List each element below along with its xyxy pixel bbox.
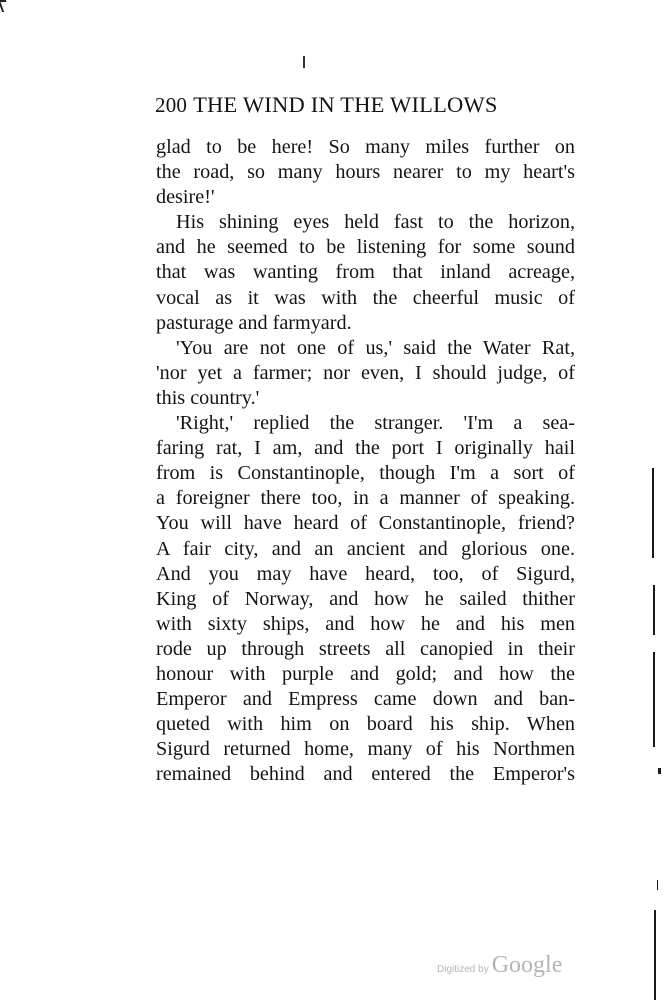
- margin-scan-mark: [658, 768, 661, 774]
- margin-scan-mark: [654, 910, 656, 1000]
- book-title: THE WIND IN THE WILLOWS: [193, 92, 498, 117]
- text-line: glad to be here! So many miles further on: [156, 136, 575, 158]
- text-line: the road, so many hours nearer to my heart's: [156, 161, 575, 184]
- digitized-label: Digitized by: [437, 964, 489, 975]
- text-line: Sigurd returned home, many of his Northmen: [156, 738, 575, 761]
- text-line: You will have heard of Constantinople, friend?: [156, 512, 575, 535]
- top-scan-tick: [303, 56, 305, 68]
- text-line: desire!': [156, 186, 215, 209]
- text-line: from is Constantinople, though I'm a sort of: [156, 462, 575, 485]
- text-line: Emperor and Empress came down and ban-: [156, 688, 575, 711]
- corner-scan-mark: [0, 0, 10, 12]
- body-text: [156, 135, 575, 787]
- digitized-credit: [437, 952, 577, 979]
- margin-scan-mark: [653, 652, 655, 747]
- margin-scan-mark: [653, 585, 655, 635]
- text-line: remained behind and entered the Emperor's: [156, 763, 575, 786]
- text-line: And you may have heard, too, of Sigurd,: [156, 562, 575, 585]
- text-line: His shining eyes held fast to the horizon,: [176, 211, 575, 234]
- text-line: that was wanting from that inland acreage,: [156, 261, 575, 284]
- text-line: honour with purple and gold; and how the: [156, 662, 575, 685]
- text-line: faring rat, I am, and the port I originally hail: [156, 437, 575, 460]
- margin-scan-mark: [652, 468, 654, 558]
- margin-scan-mark: [657, 880, 658, 890]
- google-wordmark: Google: [491, 952, 563, 978]
- text-line: vocal as it was with the cheerful music of: [156, 286, 575, 309]
- running-head: [155, 92, 575, 118]
- text-line: this country.': [156, 386, 260, 409]
- text-line: with sixty ships, and how he and his men: [156, 612, 575, 635]
- text-line: rode up through streets all canopied in their: [156, 637, 575, 660]
- page-number: 200: [155, 93, 188, 117]
- text-line: a foreigner there too, in a manner of speaking.: [156, 487, 575, 510]
- text-line: and he seemed to be listening for some sound: [156, 236, 575, 259]
- text-line: 'Right,' replied the stranger. 'I'm a sea-: [176, 412, 575, 435]
- text-line: pasturage and farmyard.: [156, 311, 352, 334]
- text-line: King of Norway, and how he sailed thither: [156, 587, 575, 610]
- text-line: A fair city, and an ancient and glorious one.: [156, 537, 575, 560]
- text-line: queted with him on board his ship. When: [156, 713, 575, 736]
- text-line: 'nor yet a farmer; nor even, I should judge, of: [156, 361, 575, 384]
- text-line: 'You are not one of us,' said the Water Rat,: [176, 336, 575, 359]
